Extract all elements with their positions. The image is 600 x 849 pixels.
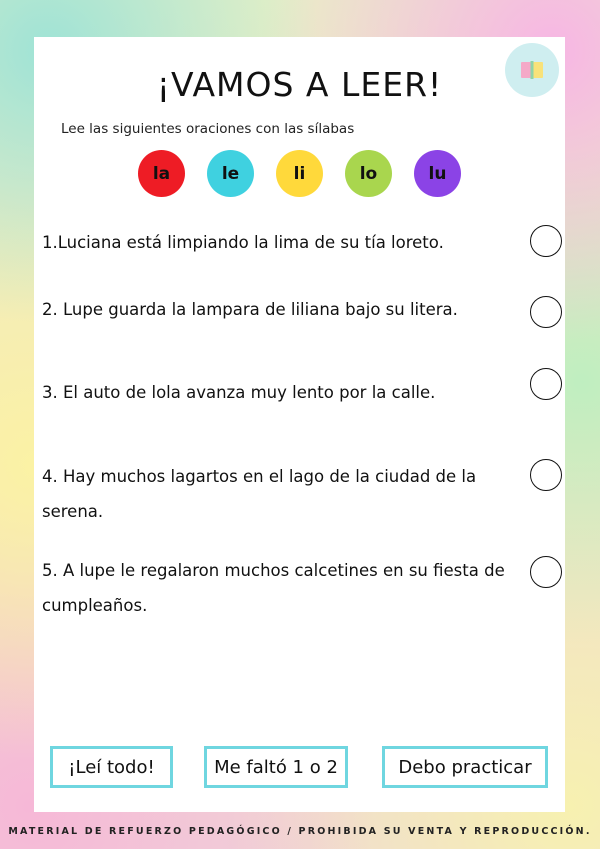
- syllable-circle-le: le: [207, 150, 254, 197]
- sentence-1: 1.Luciana está limpiando la lima de su tía loreto.: [42, 233, 444, 252]
- instruction-text: Lee las siguientes oraciones con las sílabas: [61, 121, 355, 137]
- need-practice-button[interactable]: Debo practicar: [382, 746, 548, 788]
- sentence-4: 4. Hay muchos lagartos en el lago de la ciudad de la serena.: [42, 467, 477, 521]
- sentence-5-checkbox[interactable]: [530, 556, 562, 588]
- sentence-1-checkbox[interactable]: [530, 225, 562, 257]
- sentence-2-checkbox[interactable]: [530, 296, 562, 328]
- syllable-circle-lu: lu: [414, 150, 461, 197]
- sentence-4-checkbox[interactable]: [530, 459, 562, 491]
- sentence-2: 2. Lupe guarda la lampara de liliana bajo su litera.: [42, 300, 458, 319]
- page-title: ¡VAMOS A LEER!: [156, 65, 443, 104]
- worksheet-page: [34, 37, 565, 812]
- syllable-list: [138, 150, 461, 197]
- sentence-5: 5. A lupe le regalaron muchos calcetines en su fiesta de cumpleaños.: [42, 561, 505, 615]
- syllable-circle-li: li: [276, 150, 323, 197]
- missed-one-or-two-button[interactable]: Me faltó 1 o 2: [204, 746, 348, 788]
- syllable-circle-lo: lo: [345, 150, 392, 197]
- read-all-button[interactable]: ¡Leí todo!: [50, 746, 173, 788]
- sentence-3-checkbox[interactable]: [530, 368, 562, 400]
- sentence-3: 3. El auto de lola avanza muy lento por la calle.: [42, 383, 436, 402]
- footer-notice: MATERIAL DE REFUERZO PEDAGÓGICO / PROHIBIDA SU VENTA Y REPRODUCCIÓN.: [8, 826, 592, 837]
- syllable-circle-la: la: [138, 150, 185, 197]
